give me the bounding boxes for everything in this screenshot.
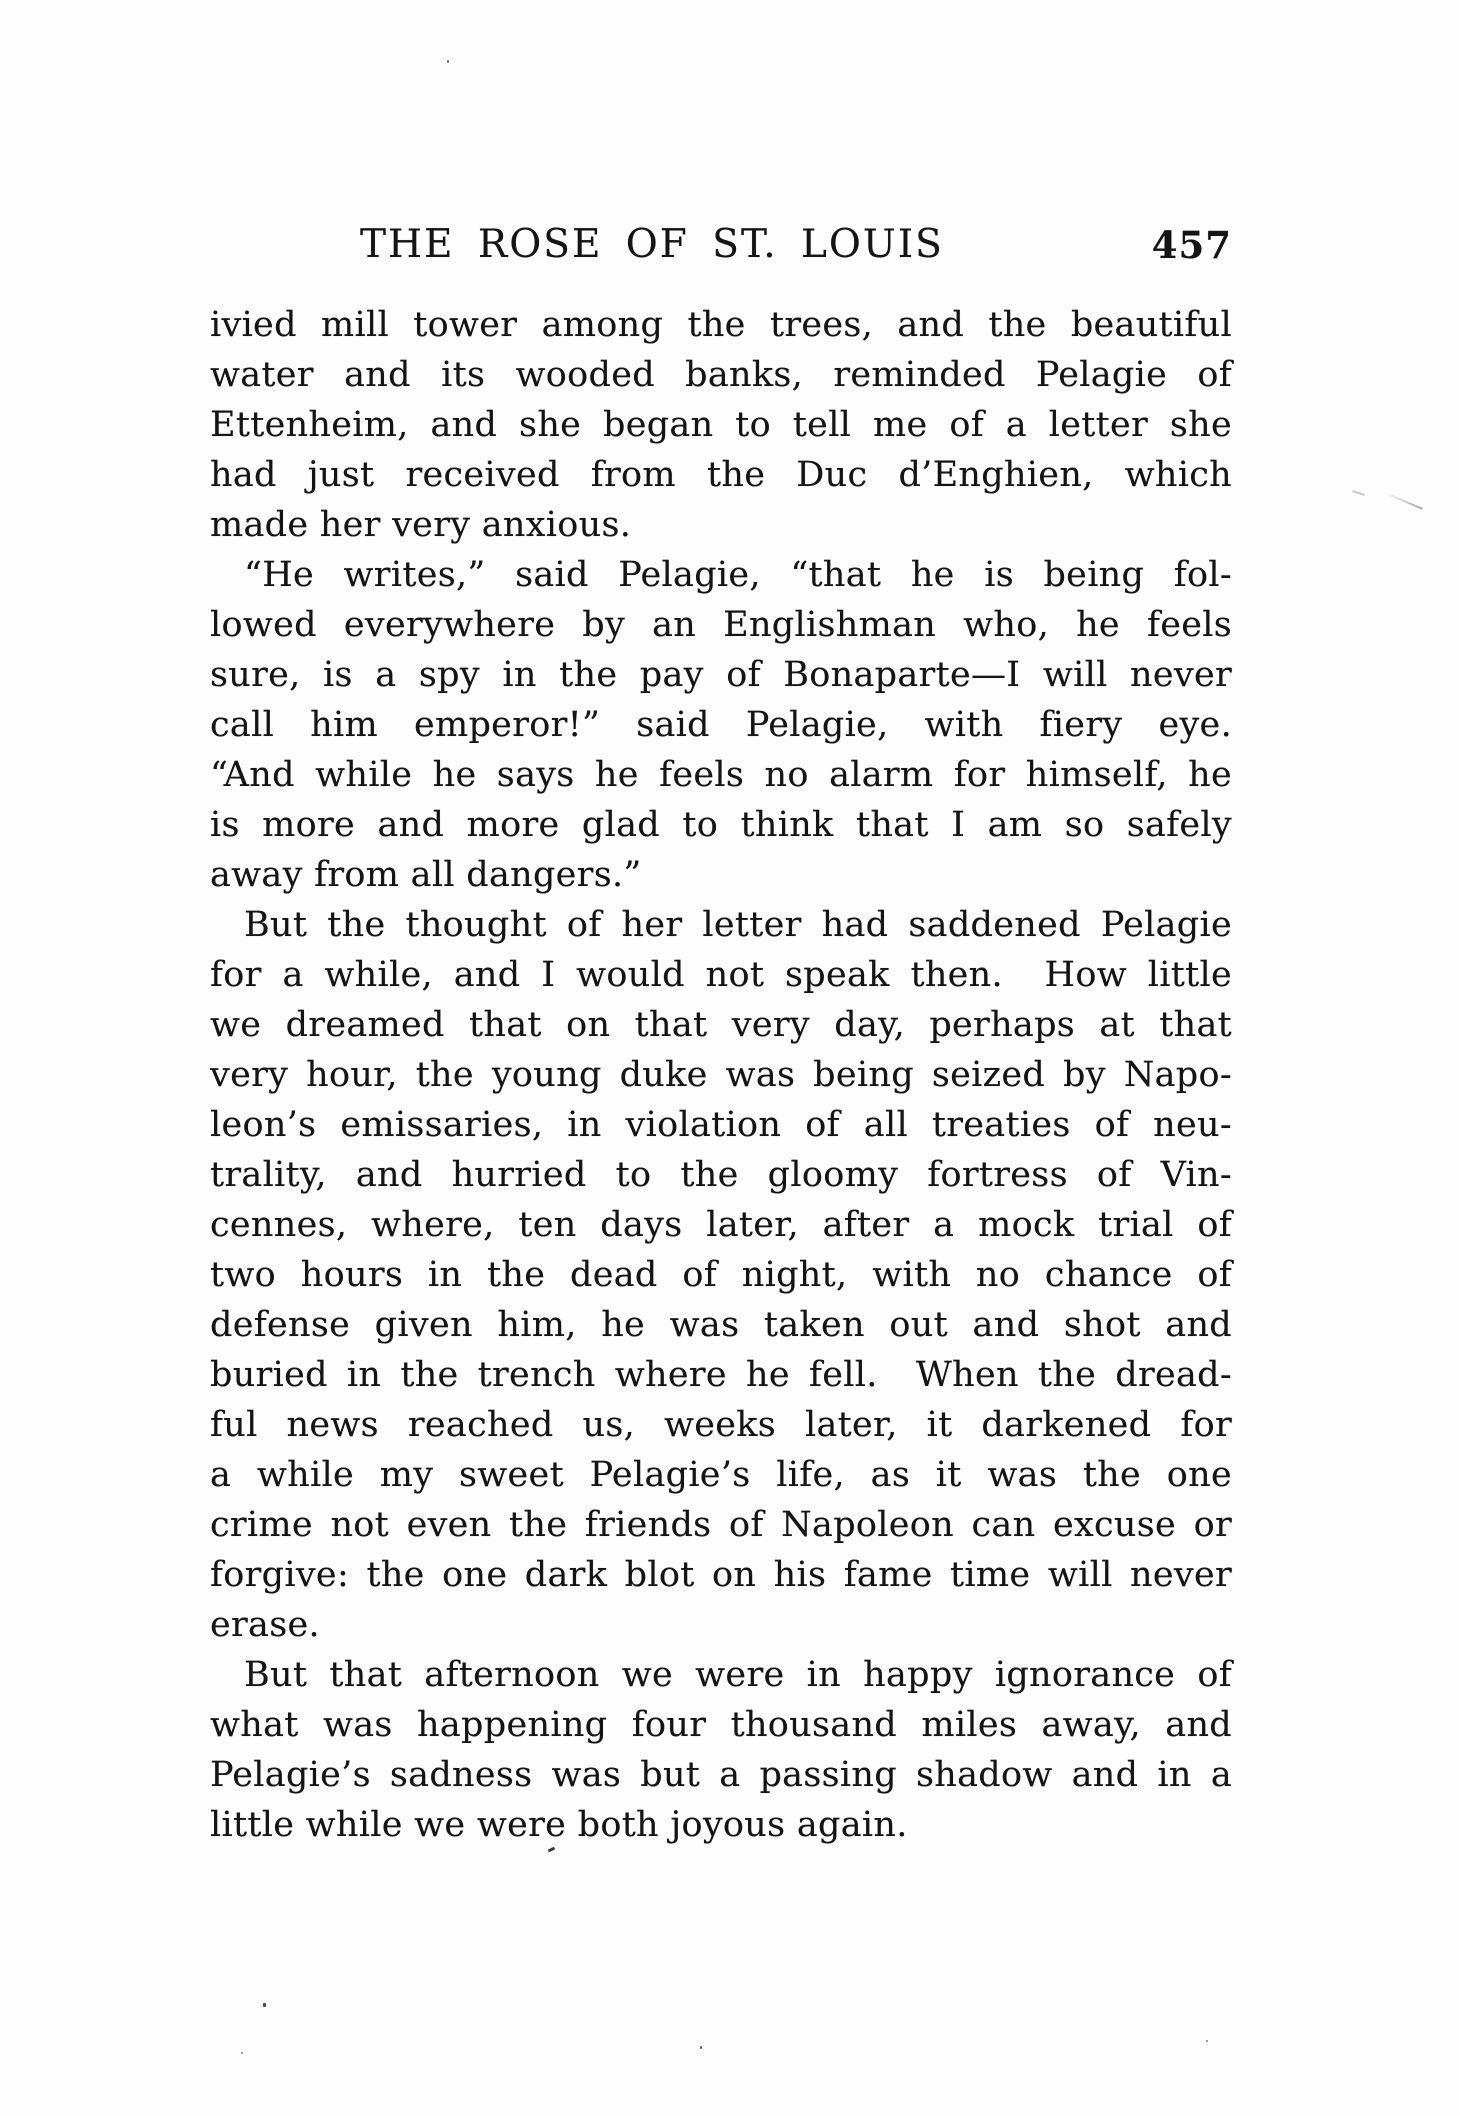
running-head-title: THE ROSE OF ST. LOUIS (360, 222, 944, 267)
text-line: “And while he says he feels no alarm for himself, he (210, 755, 1232, 795)
text-line: sure, is a spy in the pay of Bonaparte—I will never (210, 655, 1232, 695)
scan-speck (241, 2052, 243, 2054)
scan-speck (263, 2003, 266, 2007)
text-line: very hour, the young duke was being seized by Napo- (210, 1055, 1232, 1095)
text-line: But the thought of her letter had saddened Pelagie (244, 905, 1232, 945)
scan-speck (1206, 2040, 1208, 2042)
text-line: But that afternoon we were in happy ignorance of (244, 1655, 1232, 1695)
text-line: “He writes,” said Pelagie, “that he is being fol- (244, 555, 1232, 595)
text-line: buried in the trench where he fell. When the dread- (210, 1355, 1232, 1395)
text-line: what was happening four thousand miles away, and (210, 1705, 1232, 1745)
text-line: Pelagie’s sadness was but a passing shadow and in a (210, 1755, 1232, 1795)
scan-scratch (1385, 492, 1423, 509)
text-line: trality, and hurried to the gloomy fortress of Vin- (210, 1155, 1232, 1195)
text-line: for a while, and I would not speak then. How little (210, 955, 1232, 995)
text-line: defense given him, he was taken out and shot and (210, 1305, 1232, 1345)
text-line: erase. (210, 1605, 320, 1645)
scan-speck (447, 60, 449, 63)
scan-scratch (1352, 490, 1365, 496)
text-line: we dreamed that on that very day, perhaps at that (210, 1005, 1232, 1045)
text-line: little while we were both joyous again. (210, 1805, 908, 1845)
text-line: call him emperor!” said Pelagie, with fiery eye. (210, 705, 1232, 745)
text-line: had just received from the Duc d’Enghien, which (210, 455, 1232, 495)
scan-speck (700, 2046, 702, 2049)
text-line: water and its wooded banks, reminded Pelagie of (210, 355, 1232, 395)
text-line: two hours in the dead of night, with no chance of (210, 1255, 1232, 1295)
text-line: made her very anxious. (210, 505, 632, 545)
text-line: is more and more glad to think that I am so safely (210, 805, 1232, 845)
body-text-block (210, 300, 1232, 1850)
text-line: lowed everywhere by an Englishman who, he feels (210, 605, 1232, 645)
text-line: ivied mill tower among the trees, and the beautiful (210, 305, 1232, 345)
text-line: cennes, where, ten days later, after a mock trial of (210, 1205, 1232, 1245)
text-line: a while my sweet Pelagie’s life, as it was the one (210, 1455, 1232, 1495)
text-line: Ettenheim, and she began to tell me of a letter she (210, 405, 1232, 445)
page-number: 457 (1151, 223, 1232, 267)
text-line: away from all dangers.” (210, 855, 642, 895)
text-line: ful news reached us, weeks later, it darkened for (210, 1405, 1232, 1445)
text-line: leon’s emissaries, in violation of all treaties of neu- (210, 1105, 1232, 1145)
text-line: crime not even the friends of Napoleon can excuse or (210, 1505, 1232, 1545)
text-line: forgive: the one dark blot on his fame time will never (210, 1555, 1232, 1595)
